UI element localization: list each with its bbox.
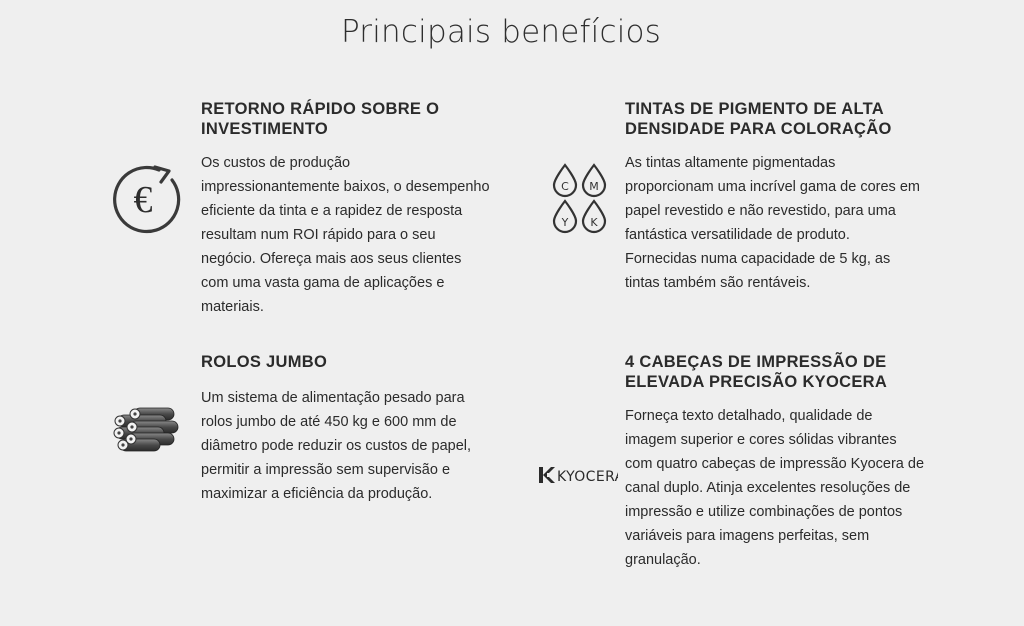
ink-label-c: C [561,180,569,193]
page-title: Principais benefícios [340,14,662,50]
jumbo-rolls-icon [110,405,186,455]
benefit-heading: RETORNO RÁPIDO SOBRE O INVESTIMENTO [201,100,440,138]
benefit-kyocera-heads [625,352,925,572]
benefit-heading: 4 CABEÇAS DE IMPRESSÃO DE ELEVADA PRECISÃO KYOCERA [625,353,888,391]
svg-text:€: € [133,179,153,221]
euro-return-icon [110,165,186,235]
benefit-text: Forneça texto detalhado, qualidade de imagem superior e cores sólidas vibrantes com quatro cabeças de impressão Kyocera de canal duplo. Atinja excelentes resoluções de impressão e utilize combinações de pontos variáveis para imagens perfeitas, sem granulação. [625,408,925,568]
kyocera-logo-icon [538,463,618,487]
benefit-text: Os custos de produção impressionantemente baixos, o desempenho eficiente da tinta e a rapidez de resposta resultam num ROI rápido para o seu negócio. Ofereça mais aos seus clientes com uma vasta gama de aplicações e materiais. [201,155,490,315]
ink-label-k: K [590,216,598,229]
benefit-roi [201,99,491,319]
ink-label-y: Y [561,216,569,229]
benefit-pigment-inks [625,99,925,295]
benefit-text: Um sistema de alimentação pesado para rolos jumbo de até 450 kg e 600 mm de diâmetro pode reduzir os custos de papel, permitir a impressão sem supervisão e maximizar a eficiência da produção. [201,390,472,502]
cmyk-ink-drops-icon [551,163,609,237]
ink-label-m: M [589,180,599,193]
kyocera-logo-text: KYOCERA [557,469,618,485]
benefit-jumbo-rolls [201,352,491,506]
benefit-heading: ROLOS JUMBO [201,353,328,371]
benefit-heading: TINTAS DE PIGMENTO DE ALTA DENSIDADE PARA COLORAÇÃO [625,100,892,138]
benefit-text: As tintas altamente pigmentadas proporcionam uma incrível gama de cores em papel revestido e não revestido, para uma fantástica versatilidade de produto. Fornecidas numa capacidade de 5 kg, as tintas também são rentáveis. [625,155,920,291]
